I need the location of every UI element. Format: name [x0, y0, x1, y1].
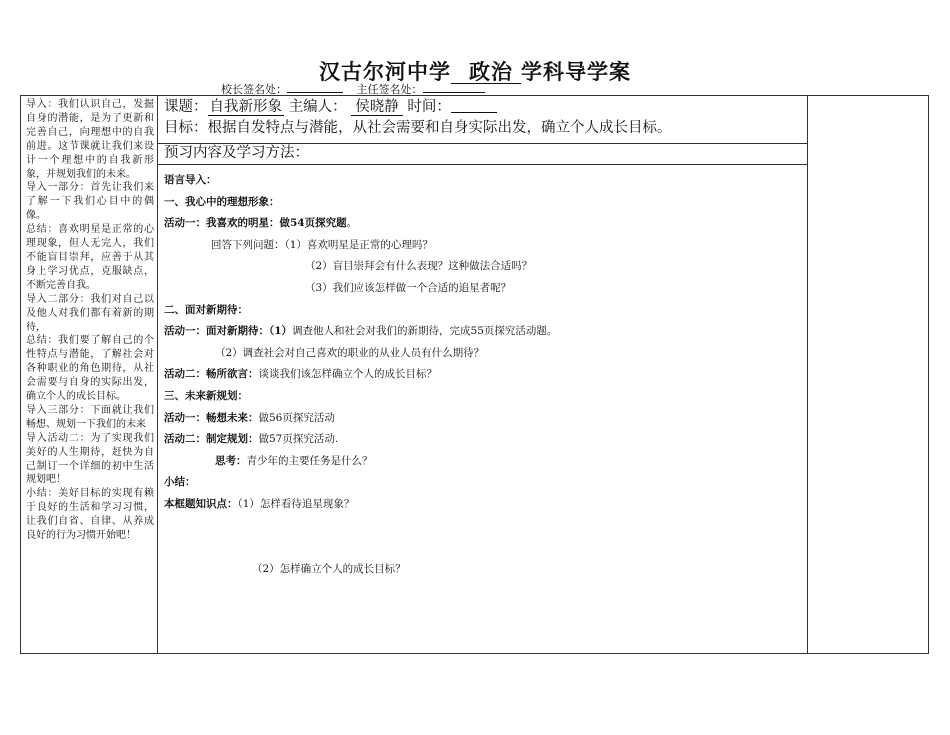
director-sign-blank	[423, 82, 485, 93]
activity-row: 活动一：畅想未来：做56页探究活动	[164, 411, 335, 424]
intro-heading: 语言导入：	[164, 174, 217, 186]
principal-sign-blank	[287, 82, 343, 93]
activity-row: 活动一：我喜欢的明星：做54页探究题。	[164, 217, 358, 230]
question-row: （2）盲目崇拜会有什么表现？这种做法合适吗？	[305, 260, 533, 273]
section-heading: 一、我心中的理想形象：	[164, 195, 280, 208]
title-suffix: 学科导学案	[521, 60, 631, 84]
director-sign-label: 主任签名处：	[356, 83, 423, 96]
lesson-table	[20, 95, 929, 654]
activity-row: （2）调查社会对自己喜欢的职业的从业人员有什么期待？	[215, 346, 485, 359]
note-paragraph: 导入活动二：为了实现我们美好的人生期待，赶快为自己制订一个详细的初中生活规划吧！	[26, 432, 154, 486]
topic-label: 课题：	[164, 99, 208, 115]
topic-value: 自我新形象	[209, 99, 282, 115]
subject-name: 政治	[451, 61, 521, 84]
editor-value: 侯晓静	[351, 99, 403, 116]
note-paragraph: 总结：喜欢明星是正常的心理现象，但人无完人，我们不能盲目崇拜，应善于从其身上学习优点，克服缺点，不断完善自我。	[26, 224, 154, 291]
notes-column	[808, 96, 928, 653]
activity-row: 活动一：面对新期待：（1）调查他人和社会对我们的新期待，完成55页探究活动题。	[164, 325, 558, 338]
topic-row	[164, 97, 807, 118]
note-paragraph: 导入二部分：我们对自己以及他人对我们都有着新的期待，	[26, 293, 154, 333]
goal-row	[164, 118, 807, 139]
goal-text: 根据自发特点与潜能，从社会需要和自身实际出发，确立个人成长目标。	[207, 120, 672, 136]
question-row: 回答下列问题：（1）喜欢明星是正常的心理吗？	[211, 238, 433, 251]
study-content	[158, 165, 807, 580]
note-paragraph: 导入一部分：首先让我们来了解一下我们心目中的偶像。	[26, 182, 154, 222]
section-heading: 二、面对新期待：	[164, 303, 248, 316]
teacher-notes-column	[21, 96, 158, 653]
school-name: 汉古尔河中学	[319, 60, 451, 84]
activity-row: 活动二：畅所欲言：谈谈我们该怎样确立个人的成长目标？	[164, 368, 437, 381]
preview-heading: 预习内容及学习方法：	[158, 144, 807, 165]
knowledge-row: 本框题知识点：（1）怎样看待追星现象？	[164, 497, 355, 510]
think-row: 思考：青少年的主要任务是什么？	[215, 454, 373, 467]
note-paragraph: 导入：我们认识自己，发掘自身的潜能，是为了更新和完善自己，向理想中的自我前进。这节课就让我们来设计一个理想中的自我新形象，并规划我们的未来。	[26, 99, 154, 180]
summary-heading: 小结：	[164, 476, 196, 489]
knowledge-row: （2）怎样确立个人的成长目标？	[252, 562, 406, 575]
note-paragraph: 总结：我们要了解自己的个性特点与潜能，了解社会对各种职业的角色期待，从社会需要与自身的实际出发，确立个人的成长目标。	[26, 335, 154, 403]
goal-label: 目标：	[164, 120, 208, 136]
lesson-header	[158, 96, 807, 144]
section-heading: 三、未来新规划：	[164, 389, 248, 402]
note-paragraph: 导入三部分：下面就让我们畅想、规划一下我们的未来	[26, 404, 154, 430]
lesson-content-column	[158, 96, 808, 653]
question-row: （3）我们应该怎样做一个合适的追星者呢？	[305, 281, 512, 294]
activity-row: 活动二：制定规划：做57页探究活动.	[164, 433, 339, 446]
note-paragraph: 小结：美好目标的实现有赖于良好的生活和学习习惯，让我们自省、自律、从养成良好的行为习惯开始吧！	[26, 488, 154, 542]
time-blank	[451, 98, 497, 113]
time-label: 时间：	[407, 99, 451, 115]
editor-label: 主编人：	[288, 99, 347, 115]
principal-sign-label: 校长签名处：	[221, 83, 287, 96]
